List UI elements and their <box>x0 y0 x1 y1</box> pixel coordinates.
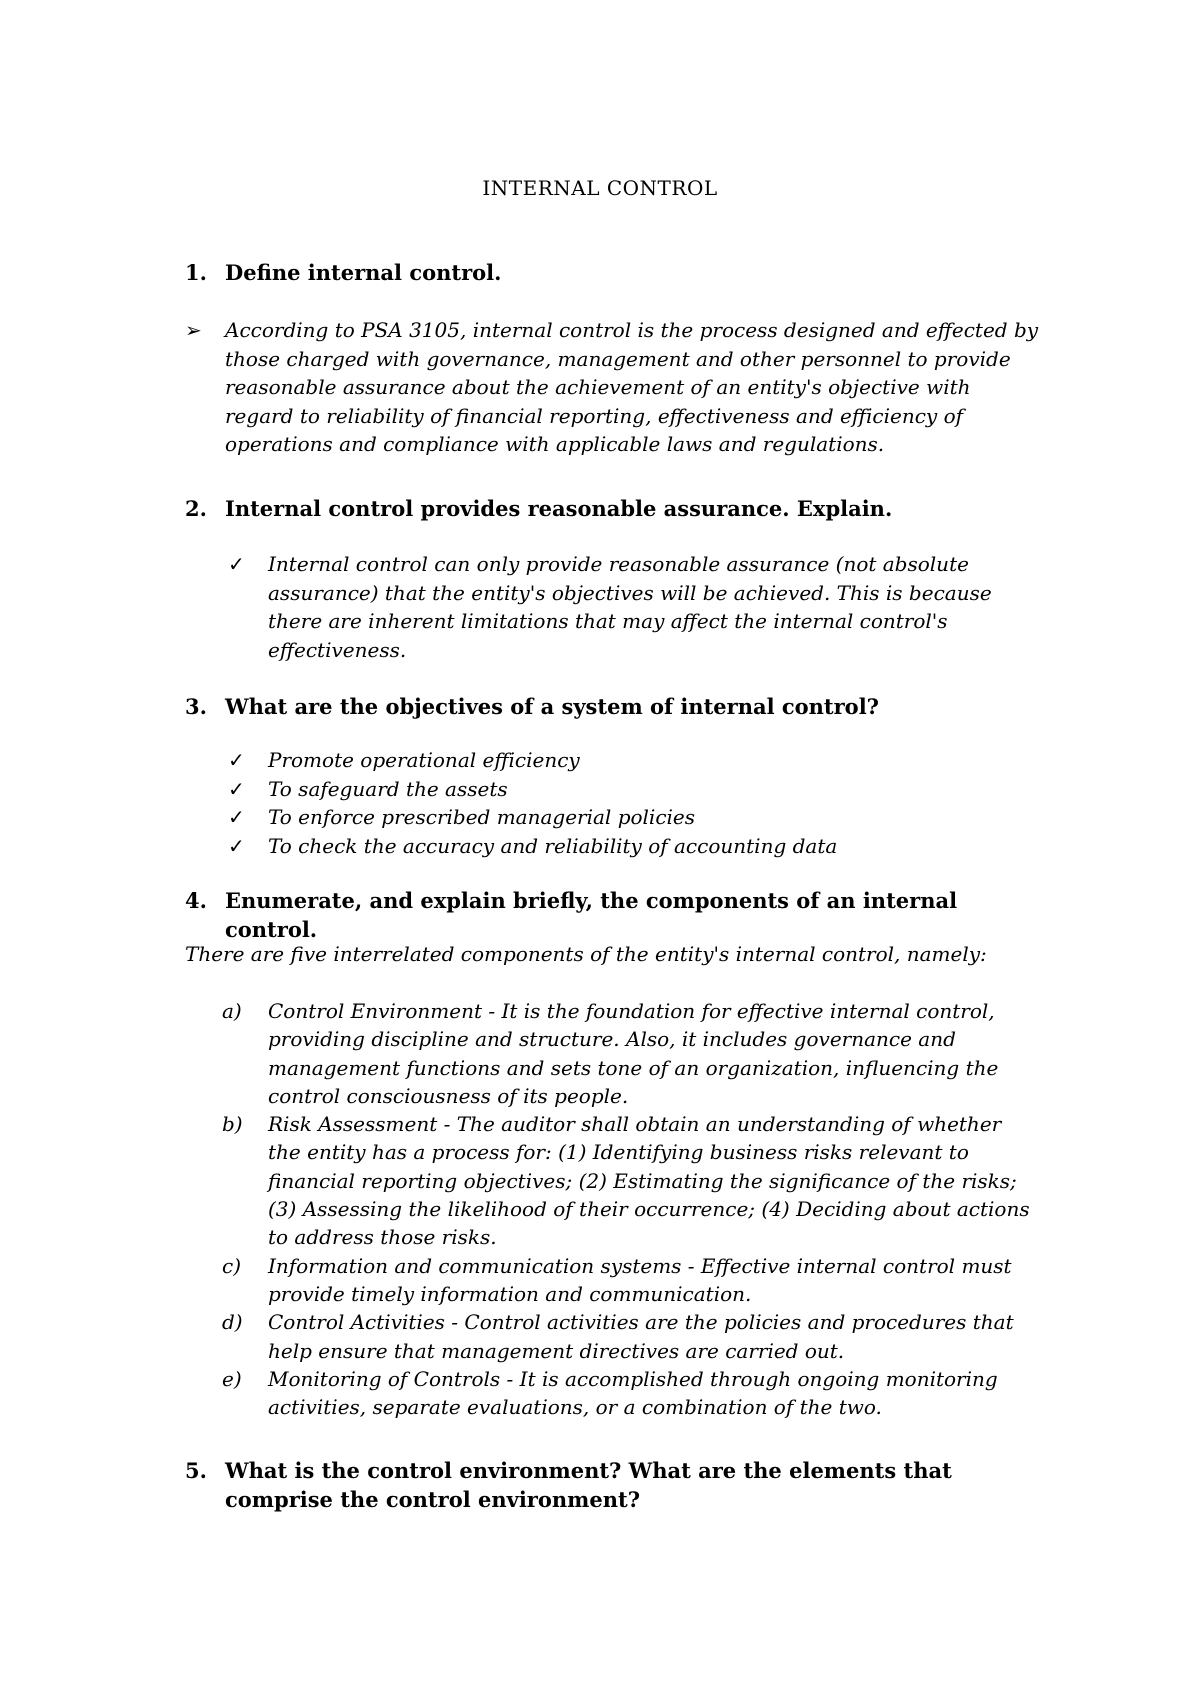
checkmark-icon: ✓ <box>228 833 245 858</box>
question-number: 1. <box>185 260 207 285</box>
answer-line: regard to reliability of financial reporting, effectiveness and efficiency of <box>225 403 964 428</box>
answer-1 <box>185 316 1045 459</box>
question-2 <box>185 494 1055 523</box>
checkmark-icon: ✓ <box>228 552 245 576</box>
item-label: b) <box>222 1112 243 1137</box>
checkmark-icon: ✓ <box>228 748 245 772</box>
question-text: Define internal control. <box>225 260 502 285</box>
question-number: 4. <box>185 888 207 913</box>
question-5 <box>185 1456 1055 1514</box>
question-text: What are the objectives of a system of internal control? <box>225 694 879 719</box>
list-item: ✓ Promote operational efficiency <box>228 746 837 775</box>
components-intro: There are five interrelated components of the entity's internal control, namely: <box>185 942 987 966</box>
objectives-list <box>228 746 837 860</box>
answer-line: According to PSA 3105, internal control is the process designed and effected by <box>225 318 1039 342</box>
question-text: Enumerate, and explain briefly, the components of an internal control. <box>225 888 958 942</box>
answer-line: reasonable assurance about the achievement of an entity's objective with <box>225 375 971 399</box>
question-3 <box>185 692 1055 721</box>
checkmark-icon: ✓ <box>228 776 245 801</box>
answer-line: effectiveness. <box>268 637 407 662</box>
checkmark-icon: ✓ <box>228 805 245 829</box>
list-item: e) Monitoring of Controls - It is accomplished through ongoing monitoring activities, separate evaluations, or a combination of the two. <box>222 1366 998 1420</box>
answer-2 <box>228 550 1048 664</box>
list-item: ✓ To safeguard the assets <box>228 775 837 804</box>
question-4 <box>185 886 1055 944</box>
list-item: ✓ To enforce prescribed managerial policies <box>228 803 837 832</box>
item-label: d) <box>222 1310 243 1335</box>
question-number: 2. <box>185 496 207 521</box>
item-label: e) <box>222 1366 242 1391</box>
question-text: Internal control provides reasonable assurance. Explain. <box>225 496 893 521</box>
question-number: 5. <box>185 1458 207 1483</box>
answer-line: Internal control can only provide reasonable assurance (not absolute <box>268 552 969 576</box>
arrow-bullet-icon: ➢ <box>185 318 202 342</box>
list-item: b) Risk Assessment - The auditor shall obtain an understanding of whether the entity has a process for: (1) Identifying business risks relevant to financial reporting objectives; (2) Estimating the significance of the risks; (3) Assessing the likelihood of their occurrence; (4) Deciding about actions to address those risks. <box>222 1112 1030 1250</box>
item-label: a) <box>222 999 242 1023</box>
question-text: What is the control environment? What are the elements that comprise the control environment? <box>225 1458 952 1512</box>
answer-line: those charged with governance, management and other personnel to provide <box>225 346 1011 371</box>
answer-line: there are inherent limitations that may affect the internal control's <box>268 609 948 633</box>
list-item: c) Information and communication systems - Effective internal control must provide timely information and communication. <box>222 1253 1012 1306</box>
question-number: 3. <box>185 694 207 719</box>
page-title: INTERNAL CONTROL <box>482 176 718 200</box>
components-list <box>222 997 1042 1421</box>
question-1 <box>185 258 1055 287</box>
answer-line: assurance) that the entity's objectives will be achieved. This is because <box>268 580 992 605</box>
list-item: d) Control Activities - Control activities are the policies and procedures that help ensure that management directives are carried out. <box>222 1310 1014 1363</box>
list-item: a) Control Environment - It is the foundation for effective internal control, providing discipline and structure. Also, it includes governance and management functions and sets tone of an organization, influencing the control consciousness of its people. <box>222 999 999 1108</box>
answer-line: operations and compliance with applicable laws and regulations. <box>225 432 885 456</box>
list-item: ✓ To check the accuracy and reliability of accounting data <box>228 832 837 861</box>
item-label: c) <box>222 1253 242 1278</box>
